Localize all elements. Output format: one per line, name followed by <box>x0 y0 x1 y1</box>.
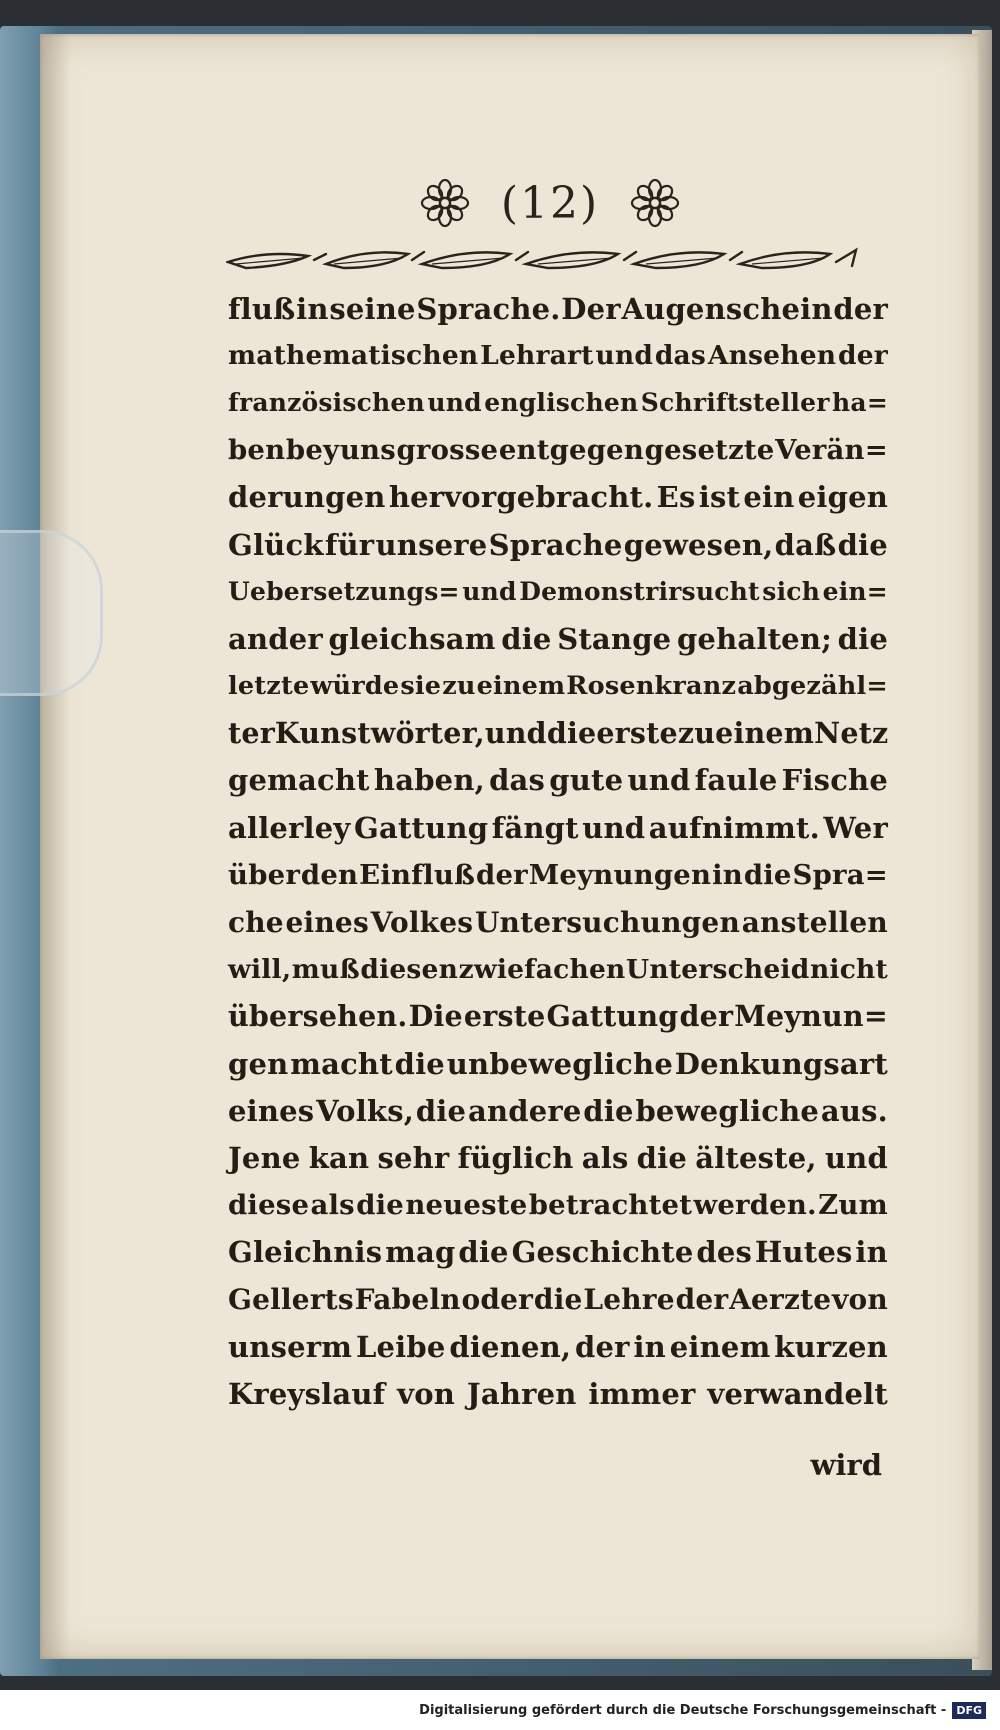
text-line: allerley Gattung fängt und aufnimmt. Wer <box>228 810 888 845</box>
text-line: will, muß diesen zwiefachen Unterscheid nicht <box>228 953 888 985</box>
rosette-ornament-icon <box>419 177 471 229</box>
text-line: Gleichnis mag die Geschichte des Hutes in <box>228 1235 888 1270</box>
text-line: Glück für unsere Sprache gewesen, daß die <box>228 527 888 562</box>
text-line: gen macht die unbewegliche Denkungsart <box>228 1046 888 1081</box>
text-line: französischen und englischen Schriftsteller ha= <box>228 388 888 418</box>
text-line: übersehen. Die erste Gattung der Meynun= <box>228 999 888 1034</box>
rosette-ornament-icon <box>629 177 681 229</box>
text-line: eines Volks, die andere die bewegliche aus. <box>228 1093 888 1128</box>
text-line: ben bey uns grosse entgegen gesetzte Verän= <box>228 434 888 467</box>
text-line: che eines Volkes Untersuchungen anstellen <box>228 905 888 939</box>
text-line: unserm Leibe dienen, der in einem kurzen <box>228 1329 888 1364</box>
page-number: (12) <box>500 177 600 229</box>
text-line: Jene kan sehr füglich als die älteste, und <box>228 1140 888 1175</box>
text-line: letzte würde sie zu einem Rosenkranz abgezähl= <box>228 671 888 702</box>
text-line: Uebersetzungs= und Demonstrirsucht sich ein= <box>228 577 888 607</box>
text-line: ander gleichsam die Stange gehalten; die <box>228 621 888 656</box>
text-line: derungen hervorgebracht. Es ist ein eigen <box>228 480 888 515</box>
text-line: gemacht haben, das gute und faule Fische <box>228 763 888 798</box>
page-header <box>400 168 700 238</box>
text-line: ter Kunstwörter, und die erste zu einem Netz <box>228 716 889 751</box>
gutter-shadow <box>40 34 70 1659</box>
body-text <box>228 285 888 1418</box>
footer-credit: Digitalisierung gefördert durch die Deutsche Forschungsgemeinschaft - <box>419 1702 947 1718</box>
text-line: Kreyslauf von Jahren immer verwandelt <box>228 1376 888 1411</box>
paper-clip <box>0 530 103 696</box>
footer-bar <box>0 1690 1000 1730</box>
text-line: diese als die neueste betrachtet werden. Zum <box>228 1189 888 1222</box>
text-line: fluß in seine Sprache. Der Augenschein der <box>228 291 888 326</box>
decorative-rule <box>226 240 876 276</box>
text-line: Gellerts Fabeln oder die Lehre der Aerzte von <box>228 1283 888 1317</box>
catchword: wird <box>810 1448 882 1482</box>
dfg-logo: DFG <box>952 1702 986 1719</box>
text-line: über den Einfluß der Meynungen in die Spra= <box>228 858 888 891</box>
text-line: mathematischen Lehrart und das Ansehen der <box>228 340 888 372</box>
